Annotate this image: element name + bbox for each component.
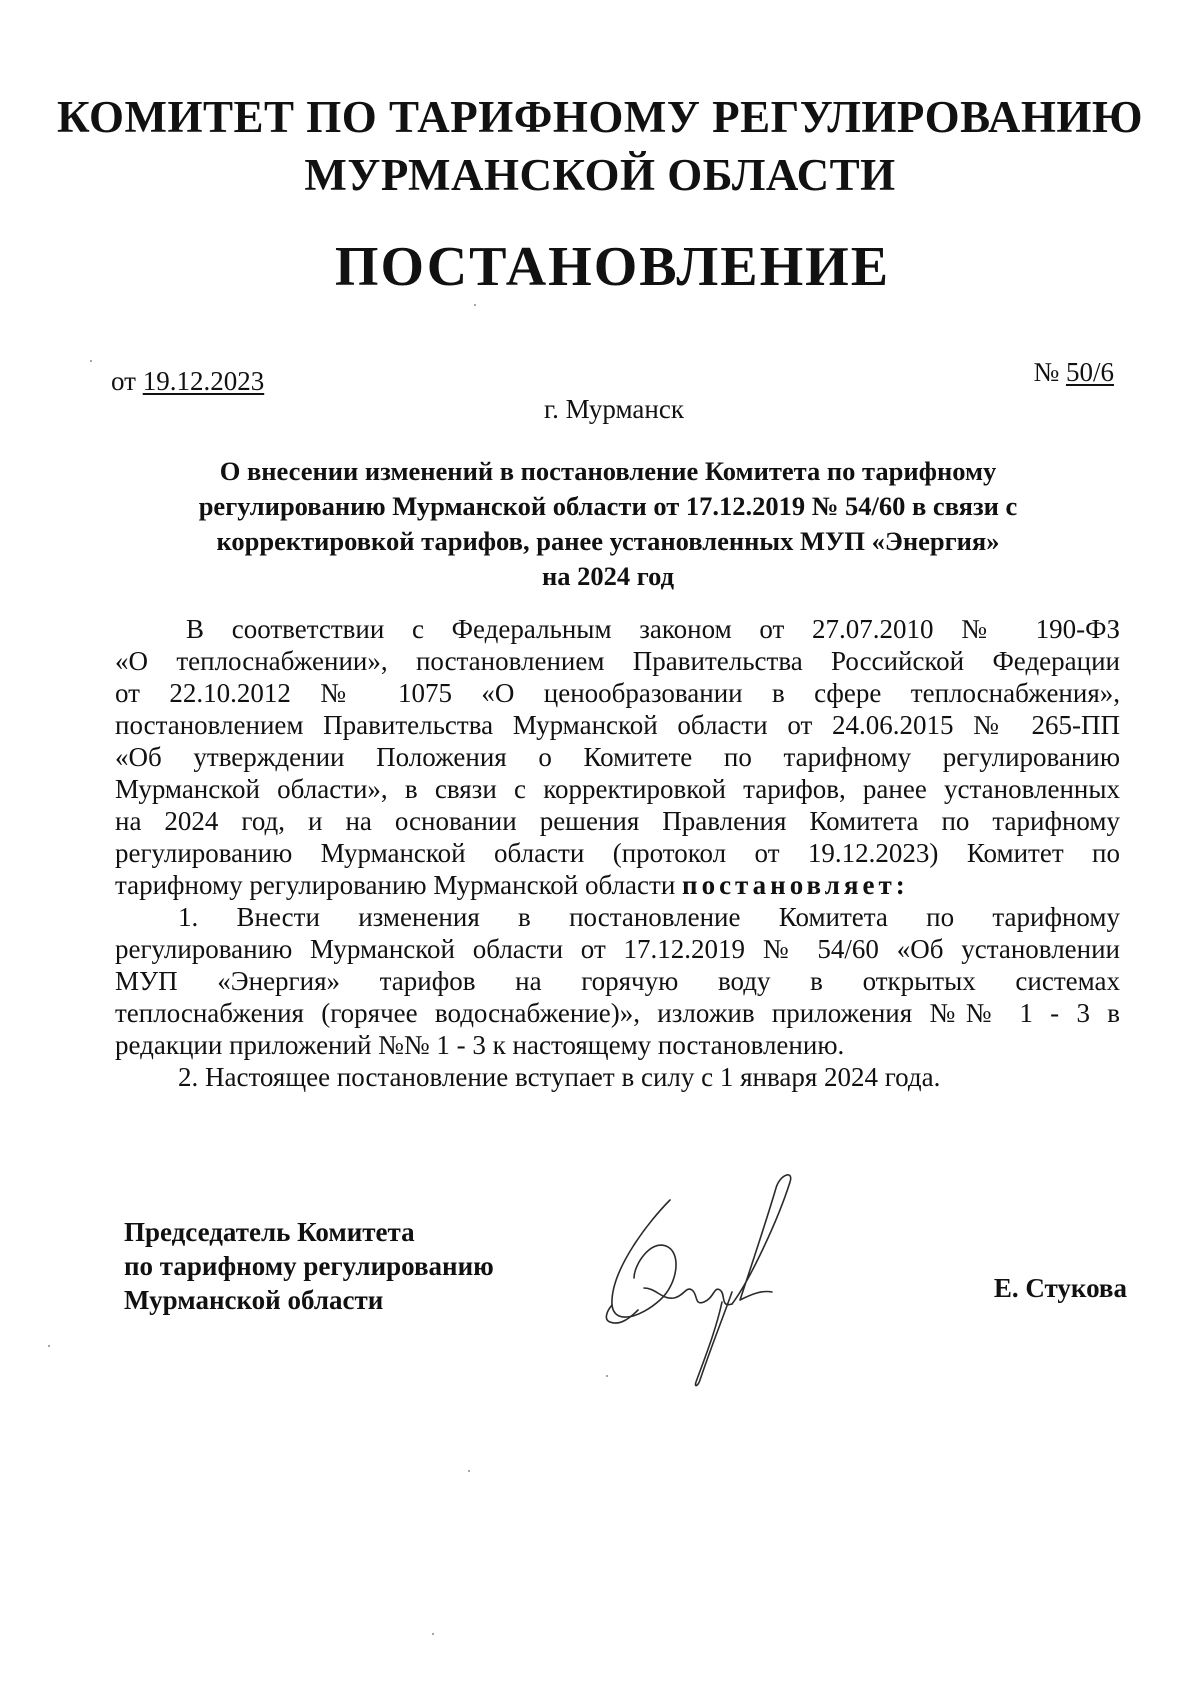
item-1-last-line: редакции приложений №№ 1 - 3 к настоящему постановлению. <box>115 1030 845 1060</box>
decree-word: постановляет: <box>682 870 909 900</box>
preamble-last-text: тарифному регулированию Мурманской области <box>115 870 676 900</box>
authority-line-2: МУРМАНСКОЙ ОБЛАСТИ <box>304 150 896 200</box>
scan-speck <box>474 304 476 306</box>
scan-speck <box>432 1633 434 1635</box>
item-1-line: теплоснабжения (горячее водоснабжение)», изложив приложения №№ 1 - 3 в <box>115 998 1120 1028</box>
number-prefix: № <box>1033 357 1060 387</box>
document-date <box>111 366 264 397</box>
preamble-line: Мурманской области», в связи с корректировкой тарифов, ранее установленных <box>115 774 1120 804</box>
preamble-line: регулированию Мурманской области (протокол от 19.12.2023) Комитет по <box>115 838 1120 868</box>
authority-line-1: КОМИТЕТ ПО ТАРИФНОМУ РЕГУЛИРОВАНИЮ <box>56 92 1144 142</box>
handwritten-signature <box>600 1160 840 1390</box>
scan-speck <box>468 1470 470 1472</box>
issuing-authority <box>0 88 1200 204</box>
signer-position-line: по тарифному регулированию <box>124 1251 494 1281</box>
scan-speck <box>606 1375 608 1377</box>
document-number <box>1033 357 1114 388</box>
document-type-title: ПОСТАНОВЛЕНИЕ <box>334 236 891 298</box>
item-1-line: МУП «Энергия» тарифов на горячую воду в открытых системах <box>115 966 1120 996</box>
preamble-line: на 2024 год, и на основании решения Правления Комитета по тарифному <box>115 806 1120 836</box>
number-value: 50/6 <box>1065 357 1114 387</box>
scan-speck <box>90 360 92 362</box>
signer-position <box>124 1215 494 1317</box>
signer-position-line: Председатель Комитета <box>124 1217 415 1247</box>
scan-speck <box>48 1345 50 1347</box>
subject-line: на 2024 год <box>541 561 675 591</box>
document-body <box>115 613 1120 1093</box>
preamble-line: постановлением Правительства Мурманской области от 24.06.2015 № 265-ПП <box>115 710 1120 740</box>
subject-line: О внесении изменений в постановление Комитета по тарифному <box>219 456 997 486</box>
preamble-line: «О теплоснабжении», постановлением Правительства Российской Федерации <box>115 646 1120 676</box>
item-1-line: 1. Внести изменения в постановление Комитета по тарифному <box>178 902 1120 932</box>
subject-line: корректировкой тарифов, ранее установленных МУП «Энергия» <box>216 526 1000 556</box>
item-2: 2. Настоящее постановление вступает в силу с 1 января 2024 года. <box>178 1062 941 1092</box>
item-1-line: регулированию Мурманской области от 17.12.2019 № 54/60 «Об установлении <box>115 934 1120 964</box>
signer-name: Е. Стукова <box>993 1273 1127 1303</box>
preamble-line: от 22.10.2012 № 1075 «О ценообразовании в сфере теплоснабжения», <box>115 678 1120 708</box>
preamble-last-line <box>115 869 1120 901</box>
date-value: 19.12.2023 <box>142 366 265 396</box>
preamble-line: «Об утверждении Положения о Комитете по тарифному регулированию <box>115 742 1120 772</box>
document-subject <box>140 454 1076 594</box>
signer-position-line: Мурманской области <box>124 1285 384 1315</box>
preamble-line: В соответствии с Федеральным законом от 27.07.2010 № 190-ФЗ <box>186 614 1120 644</box>
date-prefix: от <box>111 366 136 396</box>
subject-line: регулированию Мурманской области от 17.12.2019 № 54/60 в связи с <box>198 491 1018 521</box>
document-city: г. Мурманск <box>544 394 684 424</box>
